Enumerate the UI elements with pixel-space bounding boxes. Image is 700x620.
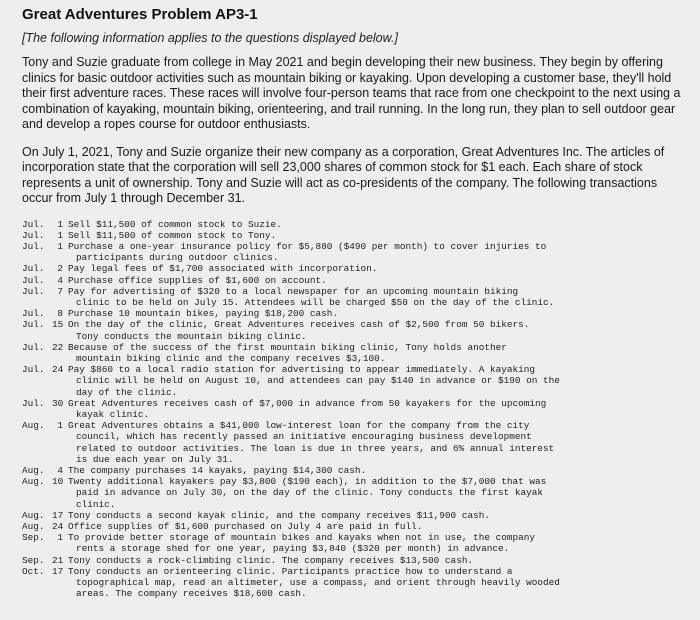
transaction-month: Jul.: [22, 218, 45, 230]
transaction-text: The company purchases 14 kayaks, paying $14,300 cash.: [68, 464, 367, 476]
transaction-row: [22, 252, 684, 263]
transaction-month: Sep.: [22, 554, 45, 566]
transaction-month: Jul.: [22, 308, 45, 320]
transaction-text: On the day of the clinic, Great Adventures receives cash of $2,500 from 50 bikers.: [68, 319, 530, 331]
transaction-row: [22, 308, 684, 319]
transaction-text: mountain biking clinic and the company receives $3,100.: [76, 352, 386, 364]
intro-note: [The following information applies to the questions displayed below.]: [22, 31, 398, 45]
transaction-row: [22, 588, 684, 599]
transaction-row: [22, 263, 684, 274]
transaction-row: [22, 454, 684, 465]
transaction-day: 1: [57, 420, 63, 432]
transaction-day: 17: [52, 565, 64, 577]
transaction-text: Twenty additional kayakers pay $3,800 ($190 each), in addition to the $7,000 that was: [68, 476, 547, 488]
transaction-text: Tony conducts an orienteering clinic. Participants practice how to understand a: [68, 565, 513, 577]
transaction-row: [22, 286, 684, 297]
transaction-month: Jul.: [22, 285, 45, 297]
transaction-text: clinic will be held on August 10, and attendees can pay $140 in advance or $190 on the: [76, 375, 560, 387]
transaction-row: [22, 409, 684, 420]
transaction-row: [22, 353, 684, 364]
transaction-text: Office supplies of $1,600 purchased on July 4 are paid in full.: [68, 520, 423, 532]
transaction-row: [22, 398, 684, 409]
transaction-text: related to outdoor activities. The loan is due in three years, and 6% annual interest: [76, 442, 555, 454]
transaction-row: [22, 487, 684, 498]
transaction-text: council, which has recently passed an initiative encouraging business development: [76, 431, 532, 443]
transaction-text: clinic to be held on July 15. Attendees will be charged $50 on the day of the clinic.: [76, 296, 555, 308]
transaction-text: topographical map, read an altimeter, use a compass, and orient through heavily wooded: [76, 577, 560, 588]
transaction-month: Jul.: [22, 341, 45, 353]
transaction-text: clinic.: [76, 498, 116, 510]
transaction-day: 24: [52, 364, 64, 376]
transaction-month: Aug.: [22, 476, 45, 488]
transaction-row: [22, 566, 684, 577]
paragraph-background: Tony and Suzie graduate from college in May 2021 and begin developing their new business. They begin by offering clinics for basic outdoor activities such as mountain biking or kayaking. Upon developing a customer base, they'll hold their first adventure races. These races will involve four-person teams that race from one checkpoint to the next using a combination of kayaking, mountain biking, orienteering, and trail running. In the long run, they plan to sell outdoor gear and develop a ropes course for outdoor enthusiasts.: [22, 55, 681, 131]
transaction-month: Sep.: [22, 532, 45, 544]
transaction-month: Jul.: [22, 274, 45, 286]
transaction-text: Pay $860 to a local radio station for advertising to appear immediately. A kayaking: [68, 364, 535, 376]
transaction-row: [22, 577, 684, 588]
transaction-text: Great Adventures receives cash of $7,000 in advance from 50 kayakers for the upcoming: [68, 397, 547, 409]
transaction-row: [22, 555, 684, 566]
transaction-row: [22, 387, 684, 398]
transaction-day: 22: [52, 341, 64, 353]
transaction-day: 21: [52, 554, 64, 566]
transaction-text: paid in advance on July 30, on the day of the clinic. Tony conducts the first kayak: [76, 487, 543, 499]
transaction-row: [22, 443, 684, 454]
transaction-day: 7: [57, 285, 63, 297]
transaction-text: Sell $11,500 of common stock to Tony.: [68, 229, 277, 241]
transaction-month: Jul.: [22, 263, 45, 275]
transaction-month: Aug.: [22, 520, 45, 532]
transaction-day: 1: [57, 229, 63, 241]
transaction-text: is due each year on July 31.: [76, 453, 234, 465]
transaction-row: [22, 275, 684, 286]
transaction-text: Pay legal fees of $1,700 associated with incorporation.: [68, 263, 378, 275]
transaction-day: 10: [52, 476, 64, 488]
transaction-text: Pay for advertising of $320 to a local newspaper for an upcoming mountain biking: [68, 285, 519, 297]
transaction-month: Jul.: [22, 229, 45, 241]
transaction-month: Aug.: [22, 509, 45, 521]
transaction-row: [22, 219, 684, 230]
transaction-row: [22, 420, 684, 431]
page-title: Great Adventures Problem AP3-1: [22, 6, 258, 23]
transaction-text: Purchase a one-year insurance policy for $5,880 ($490 per month) to cover injuries to: [68, 240, 547, 252]
transaction-row: [22, 465, 684, 476]
transaction-row: [22, 521, 684, 532]
transaction-row: [22, 241, 684, 252]
transaction-day: 15: [52, 319, 64, 331]
transaction-text: Tony conducts a second kayak clinic, and the company receives $11,900 cash.: [68, 509, 490, 521]
transaction-text: Tony conducts the mountain biking clinic.: [76, 330, 307, 342]
transaction-row: [22, 532, 684, 543]
transaction-month: Jul.: [22, 364, 45, 376]
transaction-row: [22, 297, 684, 308]
transaction-row: [22, 510, 684, 521]
transaction-day: 4: [57, 274, 63, 286]
transaction-text: day of the clinic.: [76, 386, 178, 398]
transaction-text: Tony conducts a rock-climbing clinic. The company receives $13,500 cash.: [68, 554, 474, 566]
transaction-text: Great Adventures obtains a $41,000 low-interest loan for the company from the city: [68, 420, 530, 432]
transaction-day: 1: [57, 532, 63, 544]
transaction-day: 1: [57, 218, 63, 230]
transaction-text: Purchase office supplies of $1,600 on account.: [68, 274, 327, 286]
transaction-month: Aug.: [22, 464, 45, 476]
transaction-text: areas. The company receives $18,600 cash.: [76, 588, 307, 600]
transaction-text: rents a storage shed for one year, paying $3,840 ($320 per month) in advance.: [76, 543, 510, 555]
transaction-row: [22, 230, 684, 241]
transaction-day: 24: [52, 520, 64, 532]
transaction-month: Aug.: [22, 420, 45, 432]
transaction-text: Because of the success of the first mountain biking clinic, Tony holds another: [68, 341, 507, 353]
transaction-day: 1: [57, 240, 63, 252]
transaction-text: kayak clinic.: [76, 408, 150, 420]
transaction-list: [22, 219, 684, 600]
transaction-month: Oct.: [22, 565, 45, 577]
transaction-row: [22, 375, 684, 386]
transaction-day: 30: [52, 397, 64, 409]
transaction-day: 8: [57, 308, 63, 320]
transaction-month: Jul.: [22, 240, 45, 252]
transaction-text: To provide better storage of mountain bikes and kayaks when not in use, the company: [68, 532, 535, 544]
transaction-row: [22, 364, 684, 375]
transaction-row: [22, 543, 684, 554]
transaction-row: [22, 499, 684, 510]
paragraph-incorporation: On July 1, 2021, Tony and Suzie organize their new company as a corporation, Great Adventures Inc. The articles of incorporation state that the corporation will sell 23,000 shares of common stock for $1 each. Each share of stock represents a unit of ownership. Tony and Suzie will act as co-presidents of the company. The following transactions occur from July 1 through December 31.: [22, 144, 665, 205]
transaction-day: 4: [57, 464, 63, 476]
transaction-month: Jul.: [22, 319, 45, 331]
transaction-row: [22, 331, 684, 342]
transaction-row: [22, 476, 684, 487]
transaction-row: [22, 342, 684, 353]
transaction-day: 17: [52, 509, 64, 521]
transaction-text: Purchase 10 mountain bikes, paying $18,200 cash.: [68, 308, 339, 320]
transaction-row: [22, 431, 684, 442]
transaction-day: 2: [57, 263, 63, 275]
transaction-text: participants during outdoor clinics.: [76, 252, 279, 264]
transaction-text: Sell $11,500 of common stock to Suzie.: [68, 218, 282, 230]
transaction-month: Jul.: [22, 397, 45, 409]
transaction-row: [22, 319, 684, 330]
